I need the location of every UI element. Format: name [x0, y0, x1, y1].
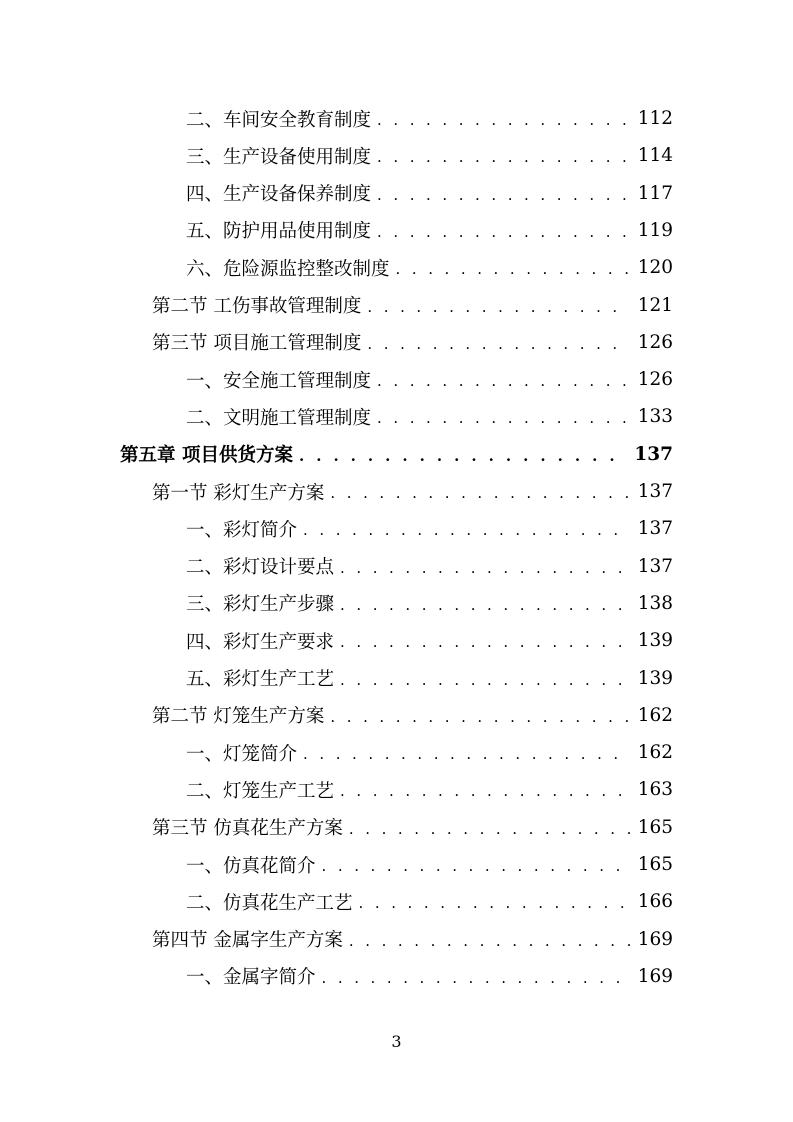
toc-entry[interactable] — [186, 548, 673, 585]
toc-dot-leader — [367, 300, 629, 315]
toc-entry-page: 137 — [637, 555, 673, 577]
toc-entry[interactable] — [186, 585, 673, 622]
toc-entry-title: 六、危险源监控整改制度 — [186, 258, 390, 280]
toc-dot-leader — [340, 598, 630, 613]
toc-entry-page: 126 — [637, 369, 673, 391]
toc-entry[interactable] — [152, 921, 673, 958]
toc-dot-leader — [349, 822, 630, 837]
toc-entry-page: 169 — [637, 928, 673, 950]
toc-entry-title: 第四节 金属字生产方案 — [152, 930, 343, 952]
toc-entry[interactable] — [186, 100, 673, 137]
toc-dot-leader — [377, 113, 630, 128]
toc-dot-leader — [396, 262, 630, 277]
toc-entry[interactable] — [186, 846, 673, 883]
toc-entry-page: 166 — [637, 891, 673, 913]
toc-entry-page: 138 — [637, 592, 673, 614]
toc-entry-page: 165 — [637, 816, 673, 838]
toc-entry-page: 169 — [637, 965, 673, 987]
toc-entry-page: 162 — [637, 742, 673, 764]
toc-entry-page: 165 — [637, 854, 673, 875]
toc-entry-title: 三、彩灯生产步骤 — [186, 594, 335, 616]
toc-entry[interactable] — [186, 734, 673, 771]
toc-entry-page: 126 — [637, 331, 673, 353]
toc-entry[interactable] — [152, 809, 673, 846]
toc-entry-page: 139 — [637, 630, 673, 652]
toc-dot-leader — [340, 561, 630, 576]
toc-dot-leader — [340, 635, 630, 650]
toc-entry[interactable] — [152, 287, 673, 324]
toc-entry-title: 一、彩灯简介 — [186, 519, 298, 541]
toc-entry-page: 121 — [637, 294, 673, 316]
toc-dot-leader — [349, 934, 630, 949]
toc-entry-title: 四、彩灯生产要求 — [186, 631, 335, 653]
toc-entry-page: 139 — [637, 667, 673, 689]
toc-dot-leader — [303, 523, 630, 538]
toc-entry[interactable] — [120, 436, 673, 473]
toc-entry[interactable] — [186, 622, 673, 659]
toc-entry-page: 162 — [637, 704, 673, 726]
toc-dot-leader — [359, 896, 630, 911]
toc-entry-title: 一、金属字简介 — [186, 967, 316, 989]
toc-entry-title: 一、安全施工管理制度 — [186, 370, 372, 392]
toc-dot-leader — [377, 150, 630, 165]
toc-entry[interactable] — [152, 697, 673, 734]
toc-entry-title: 第三节 项目施工管理制度 — [152, 333, 362, 355]
toc-entry-title: 一、仿真花简介 — [186, 855, 316, 877]
toc-dot-leader — [322, 859, 630, 874]
toc-entry-title: 一、灯笼简介 — [186, 743, 298, 765]
toc-entry-page: 112 — [637, 108, 673, 129]
toc-dot-leader — [340, 673, 630, 688]
toc-entry-page: 137 — [637, 481, 673, 502]
toc-dot-leader — [330, 486, 629, 501]
toc-entry[interactable] — [186, 398, 673, 435]
toc-entry-title: 二、仿真花生产工艺 — [186, 892, 353, 914]
toc-entry-page: 137 — [634, 443, 673, 465]
toc-entry[interactable] — [186, 212, 673, 249]
toc-entry-page: 133 — [637, 406, 673, 428]
toc-entry[interactable] — [186, 137, 673, 174]
toc-entry[interactable] — [186, 510, 673, 547]
toc-dot-leader — [330, 710, 629, 725]
toc-entry-title: 二、灯笼生产工艺 — [186, 780, 335, 802]
toc-entry[interactable] — [186, 883, 673, 920]
toc-dot-leader — [322, 971, 630, 986]
toc-dot-leader — [377, 225, 630, 240]
toc-entry[interactable] — [186, 175, 673, 212]
toc-entry-title: 四、生产设备保养制度 — [186, 184, 372, 206]
toc-entry-title: 五、防护用品使用制度 — [186, 221, 372, 243]
toc-entry[interactable] — [186, 361, 673, 398]
toc-entry-page: 120 — [637, 257, 673, 279]
toc-entry-title: 第二节 工伤事故管理制度 — [152, 296, 362, 317]
toc-entry-page: 117 — [637, 182, 673, 204]
toc-entry[interactable] — [152, 473, 673, 510]
toc-entry-title: 三、生产设备使用制度 — [186, 146, 372, 168]
toc-entry-title: 第一节 彩灯生产方案 — [152, 482, 325, 504]
toc-entry-title: 第五章 项目供货方案 — [120, 445, 293, 467]
toc-entry[interactable] — [152, 324, 673, 361]
page-number: 3 — [391, 1032, 402, 1051]
toc-dot-leader — [299, 449, 626, 464]
toc-entry-title: 第二节 灯笼生产方案 — [152, 706, 325, 728]
toc-dot-leader — [340, 784, 630, 799]
toc-entry-title: 二、彩灯设计要点 — [186, 557, 335, 579]
toc-entry-page: 163 — [637, 779, 673, 801]
toc-entry-title: 五、彩灯生产工艺 — [186, 669, 335, 690]
toc-entry[interactable] — [186, 958, 673, 995]
toc-dot-leader — [377, 374, 630, 389]
toc-dot-leader — [377, 188, 630, 203]
toc-entry[interactable] — [186, 771, 673, 808]
toc-entry-page: 119 — [637, 219, 673, 241]
toc-dot-leader — [377, 411, 630, 426]
toc-entry-page: 137 — [637, 518, 673, 540]
toc-entry-title: 第三节 仿真花生产方案 — [152, 818, 343, 840]
toc-entry[interactable] — [186, 249, 673, 286]
toc-dot-leader — [367, 337, 629, 352]
toc-dot-leader — [303, 747, 630, 762]
toc-entry-title: 二、文明施工管理制度 — [186, 407, 372, 429]
toc-entry-page: 114 — [637, 145, 673, 167]
toc-entry[interactable] — [186, 660, 673, 697]
toc-entry-title: 二、车间安全教育制度 — [186, 109, 372, 131]
